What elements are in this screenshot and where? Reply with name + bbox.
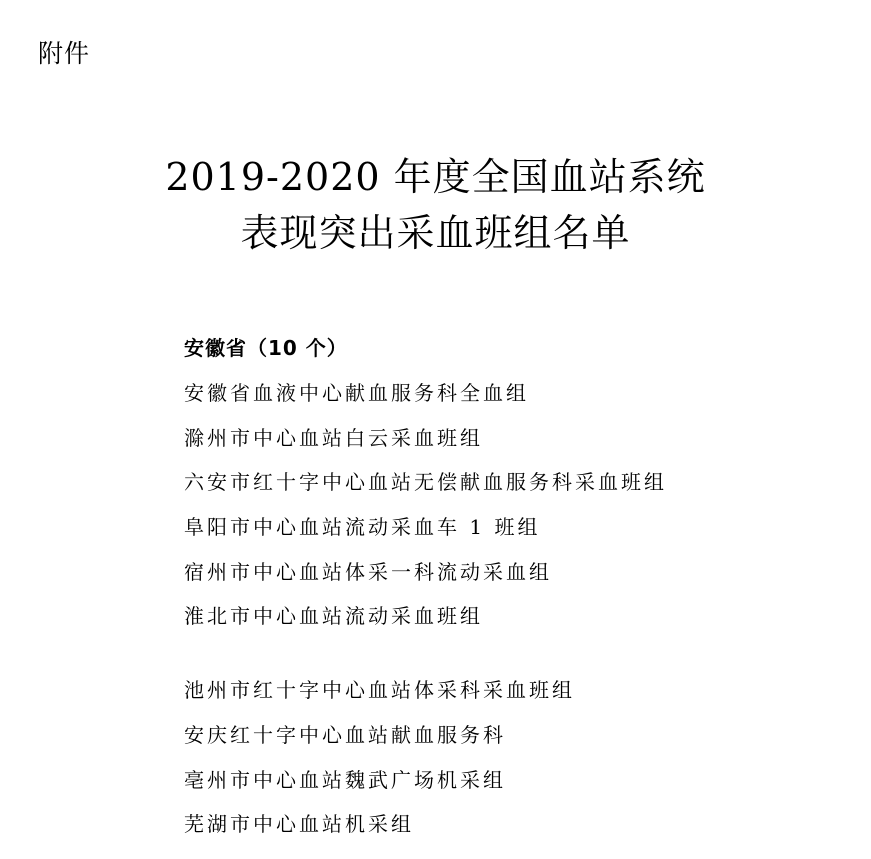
team-list-item: 池州市红十字中心血站体采科采血班组 xyxy=(184,678,575,702)
document-title-line-2: 表现突出采血班组名单 xyxy=(240,211,631,255)
attachment-label: 附件 xyxy=(38,39,91,68)
team-list-item: 滁州市中心血站白云采血班组 xyxy=(184,426,483,450)
document-title-line-1: 2019-2020 年度全国血站系统 xyxy=(165,155,706,199)
team-list-item: 安徽省血液中心献血服务科全血组 xyxy=(184,381,529,405)
team-list-item: 芜湖市中心血站机采组 xyxy=(184,812,414,836)
team-list-item: 淮北市中心血站流动采血班组 xyxy=(184,604,483,628)
team-list-item: 阜阳市中心血站流动采血车 1 班组 xyxy=(184,515,541,539)
team-list-item: 宿州市中心血站体采一科流动采血组 xyxy=(184,560,552,584)
team-list-item: 亳州市中心血站魏武广场机采组 xyxy=(184,768,506,792)
team-list-item: 安庆红十字中心血站献血服务科 xyxy=(184,723,506,747)
province-heading: 安徽省（10 个） xyxy=(184,336,348,360)
team-list-item: 六安市红十字中心血站无偿献血服务科采血班组 xyxy=(184,470,667,494)
